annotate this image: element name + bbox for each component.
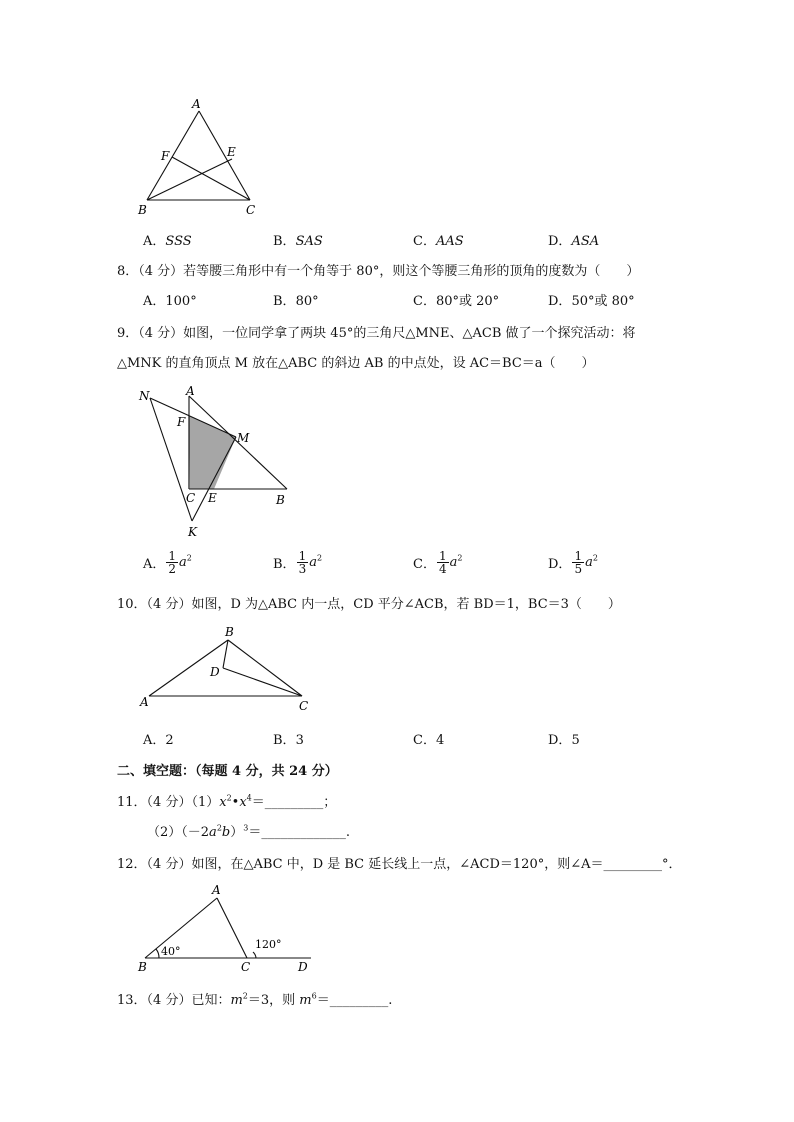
q8-text: 8．（4 分）若等腰三角形中有一个角等于 80°，则这个等腰三角形的顶角的度数为（ ）	[117, 264, 640, 279]
q7-option-b: B．SAS	[273, 234, 323, 249]
q10-option-c: C．4	[413, 733, 445, 748]
label-f: F	[177, 415, 186, 429]
label-e: E	[227, 145, 236, 159]
q10-option-b: B．3	[273, 733, 304, 748]
figure-q9	[130, 378, 310, 543]
q7-option-d: D．ASA	[548, 234, 600, 249]
figure-q10	[135, 620, 320, 715]
q8-option-a: A．100°	[143, 294, 197, 309]
q10-option-a: A．2	[143, 733, 174, 748]
q9-option-b: B． $\frac{1}{3}$ $a^2$	[273, 549, 323, 576]
q9-option-c: C． $\frac{1}{4}$ $a^2$	[413, 549, 463, 576]
angle-b-label: 40°	[161, 945, 181, 958]
q11-part2: $(2)(-2a^2b)^3=\_\_\_\_\_\_\_\_\_\_\_\_\_$.	[147, 823, 350, 840]
q10-text: 10．（4 分）如图，D 为△ABC 内一点，CD 平分∠ACB，若 BD＝1，BC＝3（ ）	[117, 597, 621, 612]
label-f: F	[161, 149, 170, 163]
label-k: K	[188, 525, 197, 539]
q13-text: 13．（4 分）已知：$m^2=3$，则 $m^6=\_\_\_\_\_\_\_\_\_$.	[117, 991, 393, 1008]
q9-text-line2: △MNK 的直角顶点 M 放在△ABC 的斜边 AB 的中点处，设 AC＝BC＝a（ ）	[117, 356, 595, 371]
section-title: 二、填空题：（每题 4 分，共 24 分）	[117, 764, 338, 779]
q10-option-d: D．5	[548, 733, 580, 748]
figure-q7	[130, 95, 270, 225]
label-b: B	[138, 960, 147, 974]
figure-q12	[135, 880, 325, 975]
q8-option-c: C．80°或 20°	[413, 294, 500, 309]
label-d: D	[298, 960, 308, 974]
label-a: A	[212, 883, 221, 897]
label-c: C	[186, 491, 196, 505]
q11-part1: 11．（4 分）$(1)x^2•x^4=\_\_\_\_\_\_\_\_\_$；	[117, 793, 337, 810]
q9-option-d: D． $\frac{1}{5}$ $a^2$	[548, 549, 598, 576]
label-a: A	[186, 384, 195, 398]
label-e: E	[208, 491, 217, 505]
q8-option-d: D．50°或 80°	[548, 294, 635, 309]
q7-option-c: C．AAS	[413, 234, 464, 249]
q7-option-a: A．SSS	[143, 234, 192, 249]
label-d: D	[210, 665, 220, 679]
q9-option-a: A． $\frac{1}{2}$ $a^2$	[143, 549, 192, 576]
label-b: B	[276, 493, 285, 507]
label-b: B	[225, 625, 234, 639]
label-c: C	[241, 960, 251, 974]
q12-text: 12．（4 分）如图，在△ABC 中，D 是 BC 延长线上一点，∠ACD＝120°，则∠A＝_________°．	[117, 857, 682, 872]
label-c: C	[299, 699, 309, 713]
label-b: B	[138, 203, 147, 217]
label-a: A	[140, 695, 149, 709]
label-c: C	[246, 203, 256, 217]
label-m: M	[237, 431, 250, 445]
angle-c-label: 120°	[255, 938, 282, 951]
q9-text-line1: 9．（4 分）如图，一位同学拿了两块 45°的三角尺△MNE、△ACB 做了一个探究活动：将	[117, 326, 636, 341]
q8-option-b: B．80°	[273, 294, 319, 309]
label-a: A	[192, 97, 201, 111]
label-n: N	[139, 389, 150, 403]
